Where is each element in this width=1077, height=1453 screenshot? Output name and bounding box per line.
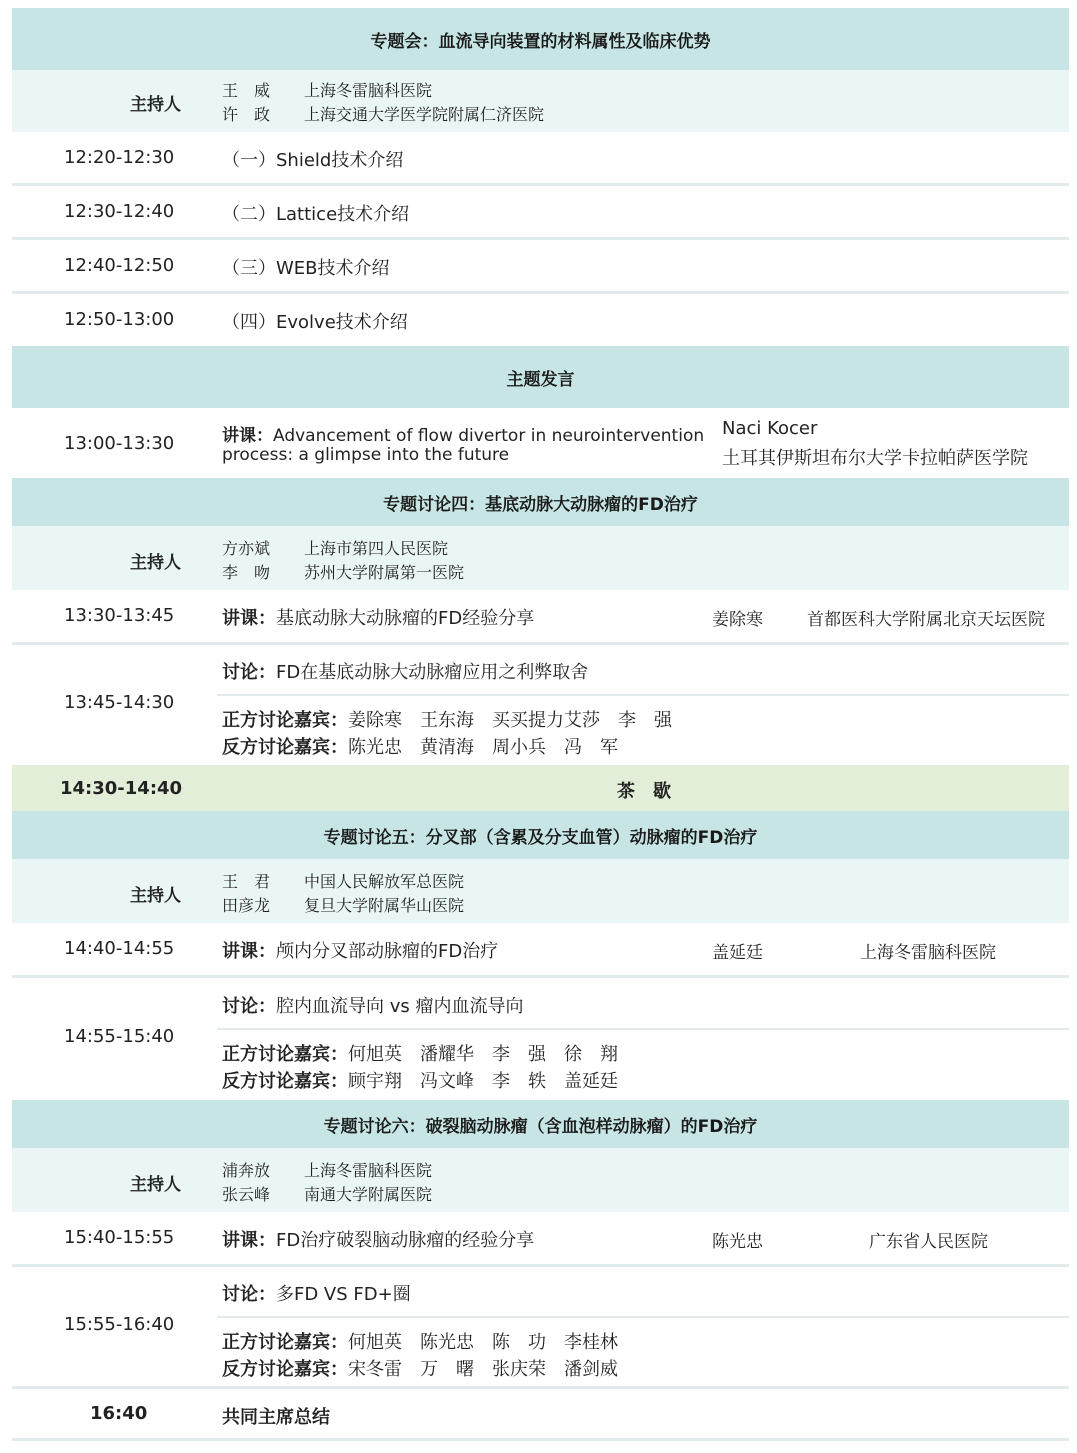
pro-guests: 正方讨论嘉宾：何旭英 潘耀华 李 强 徐 翔 (222, 1044, 618, 1065)
host-name: 方亦斌 (222, 539, 271, 558)
time-slot: 13:30-13:45 (64, 605, 175, 626)
topic: （四）Evolve技术介绍 (222, 312, 408, 333)
con-guests: 反方讨论嘉宾：顾宇翔 冯文峰 李 轶 盖延廷 (222, 1071, 618, 1092)
schedule-row (12, 294, 1069, 346)
lecture-topic: 讲课：Advancement of flow divertor in neurointervention (222, 426, 705, 446)
discussion-row (12, 1267, 1069, 1389)
time-slot: 13:45-14:30 (64, 692, 175, 713)
section-header-keynote (12, 346, 1069, 408)
host-org: 上海市第四人民医院 (304, 539, 449, 558)
lecture-label: 讲课： (222, 1230, 276, 1251)
speaker-name: 姜除寒 (712, 610, 763, 630)
con-guests: 反方讨论嘉宾：宋冬雷 万 曙 张庆荣 潘剑威 (222, 1359, 618, 1380)
time-slot: 12:30-12:40 (64, 201, 175, 222)
con-label: 反方讨论嘉宾： (222, 1071, 348, 1092)
host-name: 王 君 (222, 872, 271, 891)
lecture-topic: 讲课：FD治疗破裂脑动脉瘤的经验分享 (222, 1230, 535, 1251)
host-org: 上海交通大学医学院附属仁济医院 (304, 105, 545, 124)
con-guests: 反方讨论嘉宾：陈光忠 黄清海 周小兵 冯 军 (222, 737, 618, 758)
lecture-row (12, 923, 1069, 978)
divider (217, 694, 1069, 696)
section-header-s5 (12, 811, 1069, 859)
time-slot: 14:30-14:40 (60, 778, 183, 799)
time-slot: 15:55-16:40 (64, 1314, 175, 1335)
speaker-name: Naci Kocer (722, 418, 818, 439)
host-org: 南通大学附属医院 (304, 1185, 433, 1204)
speaker-org: 首都医科大学附属北京天坛医院 (807, 610, 1045, 630)
speaker-org: 土耳其伊斯坦布尔大学卡拉帕萨医学院 (722, 448, 1028, 469)
discussion-label: 讨论： (222, 662, 276, 683)
host-org: 复旦大学附属华山医院 (304, 896, 465, 915)
section-title: 专题讨论五：分叉部（含累及分支血管）动脉瘤的FD治疗 (323, 827, 758, 848)
host-name: 许 政 (222, 105, 271, 124)
con-label: 反方讨论嘉宾： (222, 1359, 348, 1380)
time-slot: 13:00-13:30 (64, 433, 175, 454)
speaker-org: 上海冬雷脑科医院 (860, 943, 996, 963)
host-row-s5 (12, 859, 1069, 923)
host-org: 上海冬雷脑科医院 (304, 1161, 433, 1180)
schedule-row (12, 186, 1069, 240)
section-header-s4 (12, 478, 1069, 526)
schedule-row (12, 240, 1069, 294)
host-org: 苏州大学附属第一医院 (304, 563, 465, 582)
host-label: 主持人 (130, 95, 181, 115)
schedule-row (12, 132, 1069, 186)
divider (217, 1028, 1069, 1030)
section-title: 主题发言 (506, 369, 575, 390)
host-name: 张云峰 (222, 1185, 271, 1204)
speaker-org: 广东省人民医院 (869, 1232, 988, 1252)
host-name: 李 吻 (222, 563, 271, 582)
lecture-label: 讲课： (222, 426, 273, 446)
time-slot: 14:40-14:55 (64, 938, 175, 959)
pro-guests: 正方讨论嘉宾：姜除寒 王东海 买买提力艾莎 李 强 (222, 710, 672, 731)
lecture-label: 讲课： (222, 608, 276, 629)
speaker-name: 陈光忠 (712, 1232, 763, 1252)
pro-label: 正方讨论嘉宾： (222, 1332, 348, 1353)
lecture-row (12, 1212, 1069, 1267)
con-label: 反方讨论嘉宾： (222, 737, 348, 758)
discussion-row (12, 645, 1069, 765)
section-title: 专题讨论六：破裂脑动脉瘤（含血泡样动脉瘤）的FD治疗 (323, 1116, 758, 1137)
lecture-row (12, 590, 1069, 645)
time-slot: 14:55-15:40 (64, 1026, 175, 1047)
time-slot: 15:40-15:55 (64, 1227, 175, 1248)
host-org: 中国人民解放军总医院 (304, 872, 465, 891)
host-label: 主持人 (130, 553, 181, 573)
discussion-row (12, 978, 1069, 1100)
lecture-topic: 讲课：基底动脉大动脉瘤的FD经验分享 (222, 608, 535, 629)
host-row-s6 (12, 1148, 1069, 1212)
host-label: 主持人 (130, 886, 181, 906)
pro-label: 正方讨论嘉宾： (222, 710, 348, 731)
tea-break-label: 茶 歇 (617, 781, 671, 802)
discussion-topic: 讨论：FD在基底动脉大动脉瘤应用之利弊取舍 (222, 662, 589, 683)
pro-label: 正方讨论嘉宾： (222, 1044, 348, 1065)
tea-break-row (12, 765, 1069, 811)
keynote-row (12, 408, 1069, 478)
host-row-s4 (12, 526, 1069, 590)
divider (217, 1316, 1069, 1318)
time-slot: 12:40-12:50 (64, 255, 175, 276)
closing-label: 共同主席总结 (222, 1407, 330, 1428)
discussion-label: 讨论： (222, 996, 276, 1017)
host-name: 王 威 (222, 81, 271, 100)
discussion-topic: 讨论：多FD VS FD+圈 (222, 1284, 411, 1305)
topic: （三）WEB技术介绍 (222, 258, 390, 279)
lecture-topic-cont: process: a glimpse into the future (222, 445, 510, 465)
speaker-name: 盖延廷 (712, 943, 763, 963)
lecture-topic: 讲课：颅内分叉部动脉瘤的FD治疗 (222, 941, 499, 962)
host-name: 田彦龙 (222, 896, 271, 915)
closing-row (12, 1389, 1069, 1441)
host-org: 上海冬雷脑科医院 (304, 81, 433, 100)
time-slot: 12:20-12:30 (64, 147, 175, 168)
discussion-topic: 讨论：腔内血流导向 vs 瘤内血流导向 (222, 996, 524, 1017)
topic: （二）Lattice技术介绍 (222, 204, 410, 225)
time-slot: 16:40 (90, 1403, 148, 1424)
topic: （一）Shield技术介绍 (222, 150, 404, 171)
section-title: 专题讨论四：基底动脉大动脉瘤的FD治疗 (383, 494, 698, 515)
discussion-label: 讨论： (222, 1284, 276, 1305)
host-label: 主持人 (130, 1175, 181, 1195)
section-title: 专题会：血流导向装置的材料属性及临床优势 (370, 31, 711, 52)
lecture-label: 讲课： (222, 941, 276, 962)
time-slot: 12:50-13:00 (64, 309, 175, 330)
section-header-s1 (12, 8, 1069, 70)
host-row-s1 (12, 70, 1069, 132)
host-name: 浦奔放 (222, 1161, 271, 1180)
section-header-s6 (12, 1100, 1069, 1148)
pro-guests: 正方讨论嘉宾：何旭英 陈光忠 陈 功 李桂林 (222, 1332, 618, 1353)
